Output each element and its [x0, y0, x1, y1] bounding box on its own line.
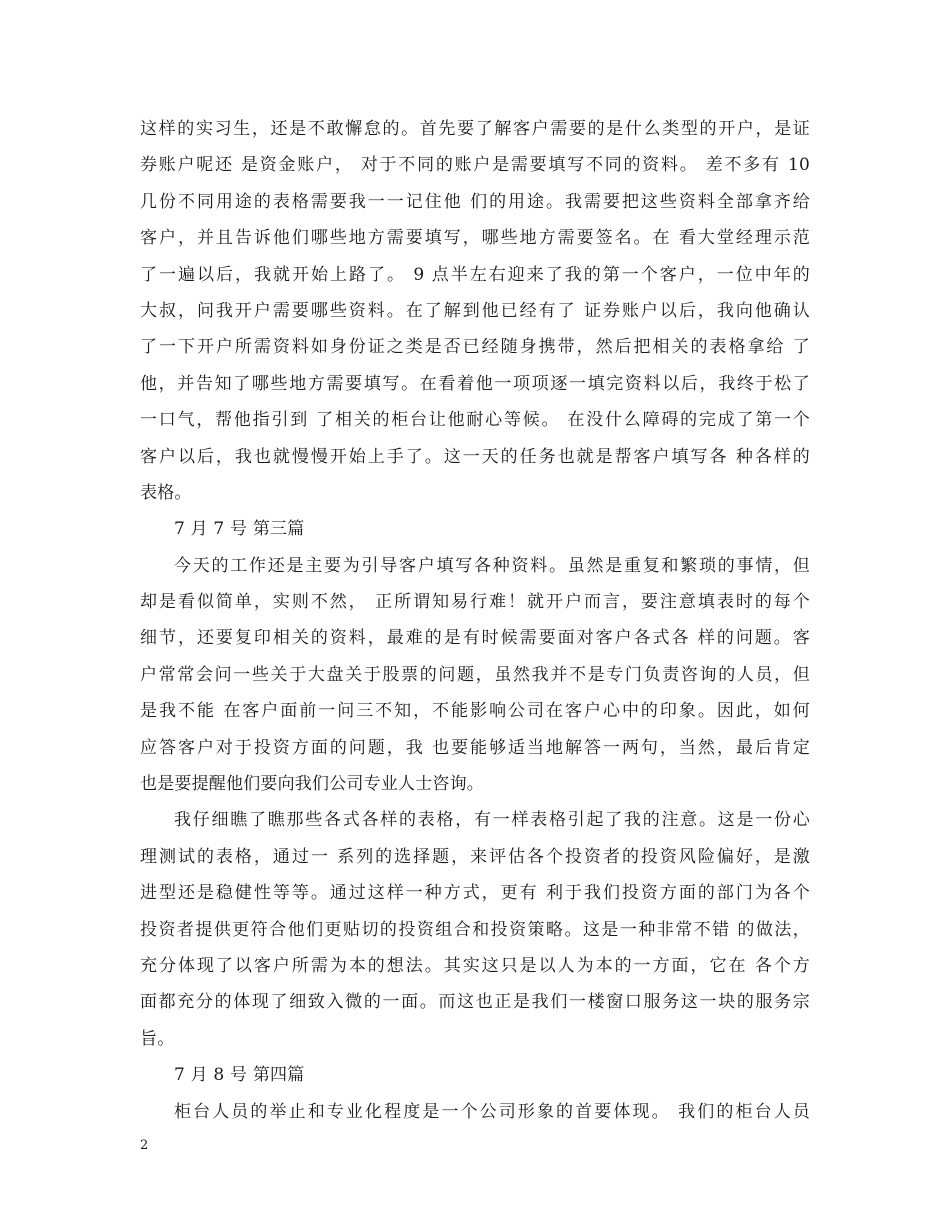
text-line: 投资者提供更符合他们更贴切的投资组合和投资策略。这是一种非常不错 的做法，: [140, 919, 810, 940]
text-line: 是我不能 在客户面前一问三不知，不能影响公司在客户心中的印象。因此，如何: [140, 701, 810, 722]
text-line: 细节，还要复印相关的资料，最难的是有时候需要面对客户各式各 样的问题。客: [140, 628, 810, 649]
section-heading: 7 月 7 号 第三篇: [174, 519, 305, 540]
text-line: 柜台人员的举止和专业化程度是一个公司形象的首要体现。 我们的柜台人员: [174, 1101, 810, 1122]
text-line: 客户，并且告诉他们哪些地方需要填写，哪些地方需要签名。在 看大堂经理示范: [140, 228, 810, 249]
text-line: 客户以后，我也就慢慢开始上手了。这一天的任务也就是帮客户填写各 种各样的: [140, 446, 810, 467]
text-line: 他，并告知了哪些地方需要填写。在看着他一项项逐一填完资料以后，我终于松了: [140, 373, 810, 394]
text-line: 旨。: [140, 1028, 175, 1049]
section-heading: 7 月 8 号 第四篇: [174, 1065, 305, 1086]
text-line: 了一遍以后，我就开始上路了。 9 点半左右迎来了我的第一个客户，一位中年的: [140, 264, 810, 285]
text-line: 几份不同用途的表格需要我一一记住他 们的用途。我需要把这些资料全部拿齐给: [140, 191, 810, 212]
text-line: 表格。: [140, 482, 192, 503]
text-line: 应答客户对于投资方面的问题，我 也要能够适当地解答一两句，当然，最后肯定: [140, 737, 810, 758]
text-line: 进型还是稳健性等等。通过这样一种方式，更有 利于我们投资方面的部门为各个: [140, 883, 810, 904]
text-line: 也是要提醒他们要向我们公司专业人士咨询。: [140, 774, 484, 795]
text-line: 这样的实习生，还是不敢懈怠的。首先要了解客户需要的是什么类型的开户，是证: [140, 119, 810, 139]
text-line: 充分体现了以客户所需为本的想法。其实这只是以人为本的一方面，它在 各个方: [140, 955, 810, 976]
text-line: 大叔，问我开户需要哪些资料。在了解到他已经有了 证券账户以后，我向他确认: [140, 300, 810, 321]
text-line: 面都充分的体现了细致入微的一面。而这也正是我们一楼窗口服务这一块的服务宗: [140, 992, 810, 1013]
text-line: 今天的工作还是主要为引导客户填写各种资料。虽然是重复和繁琐的事情，但: [174, 555, 810, 576]
page-number: 2: [140, 1138, 149, 1153]
text-line: 券账户呢还 是资金账户， 对于不同的账户是需要填写不同的资料。 差不多有 10: [140, 155, 810, 176]
text-line: 了一下开户所需资料如身份证之类是否已经随身携带，然后把相关的表格拿给 了: [140, 337, 810, 358]
text-line: 户常常会问一些关于大盘关于股票的问题，虽然我并不是专门负责咨询的人员，但: [140, 664, 810, 685]
text-line: 我仔细瞧了瞧那些各式各样的表格，有一样表格引起了我的注意。这是一份心: [174, 810, 810, 831]
text-line: 却是看似简单，实则不然， 正所谓知易行难！就开户而言，要注意填表时的每个: [140, 592, 810, 613]
text-line: 一口气，帮他指引到 了相关的柜台让他耐心等候。 在没什么障碍的完成了第一个: [140, 410, 810, 431]
body-text: [140, 111, 810, 1130]
text-line: 理测试的表格，通过一 系列的选择题，来评估各个投资者的投资风险偏好，是激: [140, 846, 810, 867]
